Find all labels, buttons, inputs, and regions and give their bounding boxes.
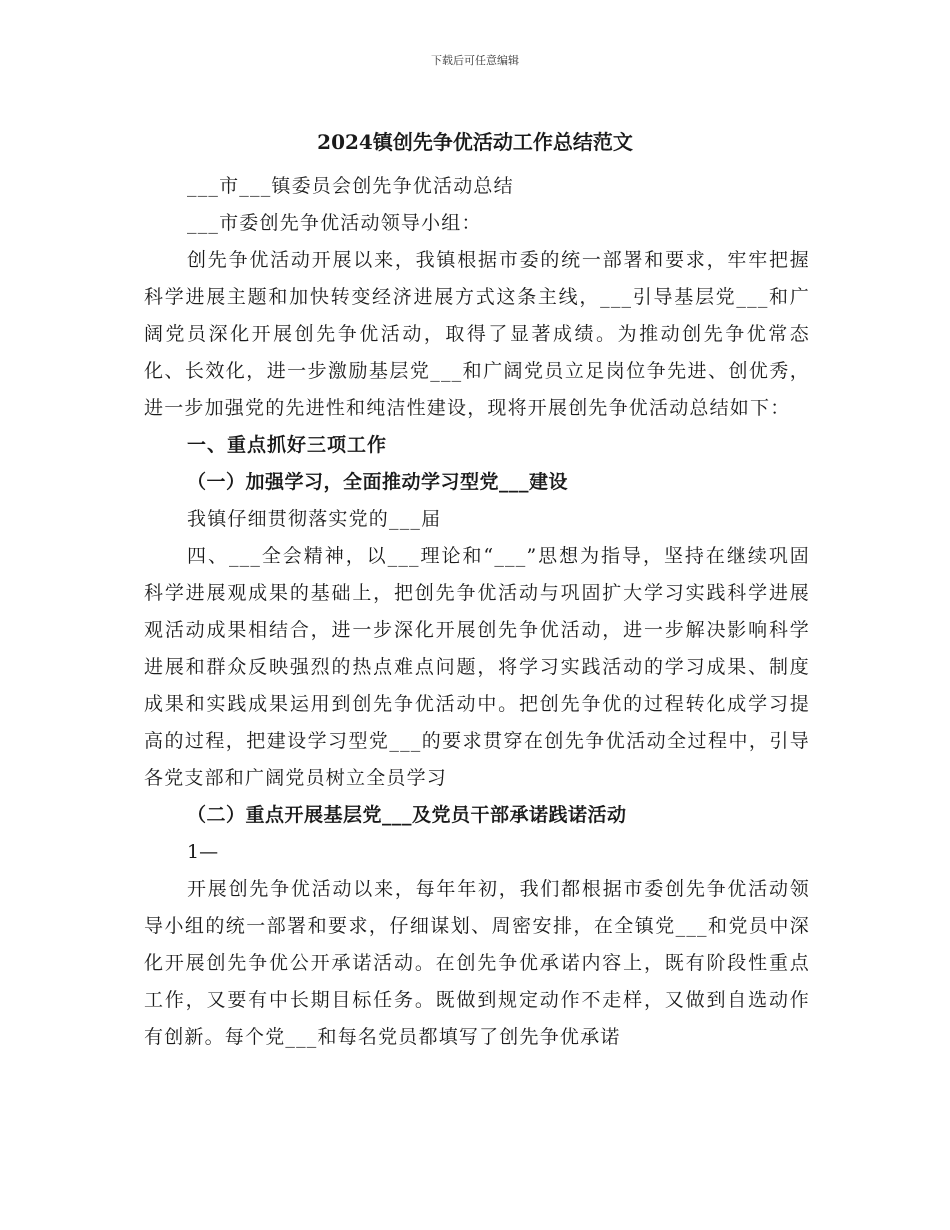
document-body — [144, 168, 810, 1056]
paragraph-commitment: 开展创先争优活动以来，每年年初，我们都根据市委创先争优活动领导小组的统一部署和要求，仔细谋划、周密安排，在全镇党___和党员中深化开展创先争优公开承诺活动。在创先争优承诺内容上，既有阶段性重点工作，又要有中长期目标任务。既做到规定动作不走样，又做到自选动作有创新。每个党___和每名党员都填写了创先争优承诺 — [144, 878, 810, 1048]
paragraph-intro: 创先争优活动开展以来，我镇根据市委的统一部署和要求，牢牢把握科学进展主题和加快转变经济进展方式这条主线，___引导基层党___和广阔党员深化开展创先争优活动，取得了显著成绩。为推动创先争优常态化、长效化，进一步激励基层党___和广阔党员立足岗位争先进、创优秀，进一步加强党的先进性和纯洁性建设，现将开展创先争优活动总结如下： — [144, 249, 810, 419]
addressee-line: ___市委创先争优活动领导小组： — [187, 212, 482, 234]
page-marker: 1— — [187, 841, 219, 863]
header-note: 下载后可任意编辑 — [431, 54, 519, 67]
subsection-heading-1: （一）加强学习，全面推动学习型党___建设 — [187, 471, 569, 493]
subtitle-line: ___市___镇委员会创先争优活动总结 — [187, 175, 514, 197]
paragraph-study-lead: 我镇仔细贯彻落实党的___届 — [187, 508, 442, 530]
subsection-heading-2: （二）重点开展基层党___及党员干部承诺践诺活动 — [187, 804, 627, 826]
document-title: 2024镇创先争优活动工作总结范文 — [317, 130, 633, 154]
paragraph-study: 四、___全会精神，以___理论和“___”思想为指导，坚持在继续巩固科学进展观成果的基础上，把创先争优活动与巩固扩大学习实践科学进展观活动成果相结合，进一步深化开展创先争优活动，进一步解决影响科学进展和群众反映强烈的热点难点问题，将学习实践活动的学习成果、制度成果和实践成果运用到创先争优活动中。把创先争优的过程转化成学习提高的过程，把建设学习型党___的要求贯穿在创先争优活动全过程中，引导各党支部和广阔党员树立全员学习 — [144, 545, 810, 789]
section-heading-1: 一、重点抓好三项工作 — [187, 434, 388, 456]
